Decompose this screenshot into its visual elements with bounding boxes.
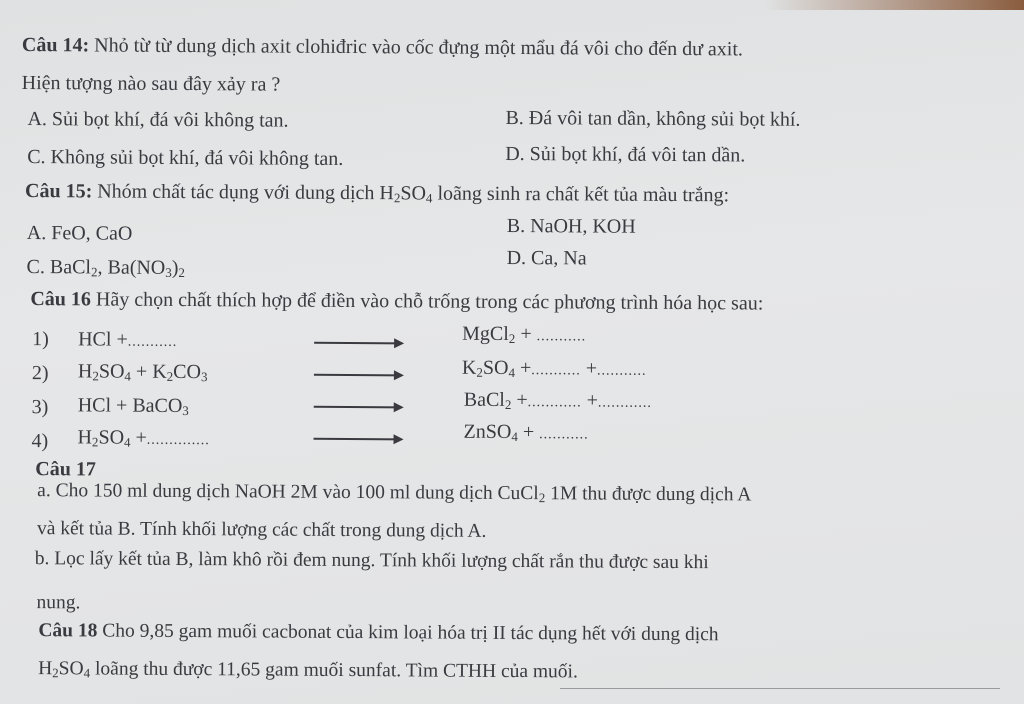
q16-stem bbox=[30, 288, 763, 315]
q17-part-a-line1 bbox=[37, 480, 751, 507]
q18-line2 bbox=[38, 658, 578, 684]
q16-r3-r2: + bbox=[511, 388, 528, 412]
q18-t2-b: SO bbox=[58, 658, 84, 680]
q18-t2-s1: 2 bbox=[52, 665, 59, 681]
q16-r1-blank2: ........... bbox=[536, 329, 587, 345]
q16-text: Hãy chọn chất thích hợp để điền vào chỗ trống trong các phương trình hóa học sau: bbox=[90, 288, 764, 315]
q14-option-a: A. Sủi bọt khí, đá vôi không tan. bbox=[27, 108, 289, 132]
q16-r2-ls1: 2 bbox=[92, 368, 99, 384]
q16-r3-blank: ............ bbox=[527, 395, 582, 411]
q16-row3-right bbox=[464, 389, 652, 414]
q15-text-after: loãng sinh ra chất kết tủa màu trắng: bbox=[432, 182, 730, 207]
q15-text-before: Nhóm chất tác dụng với dung dịch H bbox=[92, 180, 394, 205]
q14-option-d: D. Sủi bọt khí, đá vôi tan dần. bbox=[505, 142, 746, 167]
q16-r2-ls2: 4 bbox=[124, 368, 131, 384]
q15-option-a: A. FeO, CaO bbox=[26, 222, 133, 245]
q16-r2-blank2: ........... bbox=[596, 363, 647, 379]
q16-r4-r2: + bbox=[517, 421, 540, 444]
bottom-rule-line bbox=[560, 688, 1000, 689]
q16-r3-r1: BaCl bbox=[463, 388, 505, 411]
q17-label: Câu 17 bbox=[35, 458, 96, 481]
q16-row1-left bbox=[78, 328, 177, 352]
q17-a1-pre: a. Cho 150 ml dung dịch NaOH 2M vào 100 ml dung dịch CuCl bbox=[37, 480, 539, 505]
q16-row4-left bbox=[77, 426, 209, 451]
q16-r3-rs1: 2 bbox=[504, 396, 512, 412]
q16-row3-arrow bbox=[314, 406, 402, 409]
q15-c-end: ) bbox=[171, 256, 179, 279]
q17-a1-sub: 2 bbox=[538, 490, 546, 506]
q15-sub2: 4 bbox=[425, 190, 433, 206]
q16-r4-ls1: 2 bbox=[91, 434, 99, 450]
q16-r4-blank2: ........... bbox=[539, 427, 589, 443]
q16-r2-l1: H bbox=[77, 360, 93, 383]
q16-r2-l3: + K bbox=[130, 360, 167, 383]
q16-r1-right-post: + bbox=[515, 323, 537, 346]
desk-corner bbox=[764, 0, 1024, 10]
q14-label: Câu 14: bbox=[21, 34, 90, 57]
q14-option-c: C. Không sủi bọt khí, đá vôi không tan. bbox=[27, 146, 344, 170]
q14-stem-line1 bbox=[22, 34, 743, 61]
q16-r2-r1: K bbox=[461, 356, 477, 379]
q14-stem-line2: Hiện tượng nào sau đây xảy ra ? bbox=[21, 71, 281, 96]
q16-row1-right bbox=[462, 323, 586, 348]
q16-r2-ls3: 2 bbox=[166, 368, 174, 384]
q18-t2-c: loãng thu được 11,65 gam muối sunfat. Tìm CTHH của muối. bbox=[90, 658, 578, 683]
q18-text1: Cho 9,85 gam muối cacbonat của kim loại hóa trị II tác dụng hết với dung dịch bbox=[97, 620, 719, 646]
q15-c-sub1: 2 bbox=[90, 264, 98, 280]
q16-r2-blank: ........... bbox=[531, 363, 581, 379]
q15-text-mid: SO bbox=[400, 182, 427, 205]
q16-row2-number: 2) bbox=[31, 362, 49, 385]
q18-t2-s2: 4 bbox=[83, 665, 91, 681]
q15-c-pre: C. BaCl bbox=[26, 256, 92, 279]
q17-part-b-line2: nung. bbox=[36, 592, 81, 614]
q17-a1-post: 1M thu được dung dịch A bbox=[545, 483, 752, 506]
q16-label: Câu 16 bbox=[30, 288, 92, 311]
q15-label: Câu 15: bbox=[24, 180, 93, 203]
q15-option-b: B. NaOH, KOH bbox=[506, 214, 636, 238]
q17-part-b-line1: b. Lọc lấy kết tủa B, làm khô rồi đem nung. Tính khối lượng chất rắn thu được sau khi bbox=[34, 548, 709, 574]
q16-r3-blank2: ............ bbox=[597, 395, 652, 411]
q16-row2-left bbox=[78, 360, 208, 385]
q17-part-a-line2: và kết tủa B. Tính khối lượng các chất trong dung dịch A. bbox=[36, 518, 487, 542]
q16-r4-blank: .............. bbox=[146, 432, 210, 449]
q15-stem bbox=[25, 180, 729, 208]
q16-r4-rs1: 4 bbox=[511, 428, 518, 445]
q16-r2-r2: SO bbox=[482, 356, 509, 379]
q18-t2-a: H bbox=[38, 658, 53, 680]
q16-r2-ls4: 3 bbox=[200, 369, 208, 385]
q16-row1-number: 1) bbox=[32, 328, 49, 351]
q16-r3-r3: + bbox=[581, 389, 599, 412]
q16-r1-left-pre: HCl + bbox=[78, 328, 128, 351]
q16-r2-r4: + bbox=[580, 357, 598, 380]
q15-option-c bbox=[26, 256, 185, 281]
q16-row2-arrow bbox=[314, 374, 402, 377]
q16-row3-left bbox=[78, 394, 189, 419]
q16-r1-right-sub: 2 bbox=[508, 330, 516, 347]
q16-row3-number: 3) bbox=[31, 396, 49, 419]
q16-row4-arrow bbox=[314, 438, 402, 441]
q16-r3-ls: 3 bbox=[182, 402, 189, 419]
q16-r4-r1: ZnSO bbox=[463, 420, 512, 443]
q16-row1-arrow bbox=[314, 342, 402, 345]
q15-c-sub3: 2 bbox=[178, 264, 185, 280]
q16-r2-rs1: 2 bbox=[476, 364, 483, 380]
q18-line1 bbox=[38, 620, 718, 646]
q16-r1-blank: ........... bbox=[127, 334, 178, 350]
q16-r2-r3: + bbox=[514, 357, 532, 380]
q16-r3-left: HCl + BaCO bbox=[77, 394, 183, 417]
q15-sub1: 2 bbox=[393, 190, 401, 206]
q18-label: Câu 18 bbox=[38, 620, 98, 642]
q16-r4-ls2: 4 bbox=[123, 434, 131, 450]
q16-r2-l4: CO bbox=[173, 360, 202, 384]
worksheet bbox=[21, 34, 1002, 683]
q16-r1-right-pre: MgCl bbox=[462, 322, 509, 345]
q16-row4-right bbox=[463, 421, 588, 446]
q15-c-sub2: 3 bbox=[165, 264, 172, 280]
q16-r4-l3: + bbox=[130, 426, 147, 449]
q16-r4-l1: H bbox=[77, 426, 93, 449]
q14-option-b: B. Đá vôi tan dần, không sủi bọt khí. bbox=[505, 106, 801, 131]
q16-row2-right bbox=[462, 357, 647, 382]
q15-option-d: D. Ca, Na bbox=[506, 246, 587, 270]
q15-c-mid: , Ba(NO bbox=[97, 256, 166, 279]
q14-text1: Nhỏ từ từ dung dịch axit clohiđric vào cốc đựng một mẩu đá vôi cho đến dư axit. bbox=[89, 34, 744, 61]
q16-r2-rs2: 4 bbox=[508, 364, 516, 381]
q16-r4-l2: SO bbox=[98, 426, 125, 449]
q16-r2-l2: SO bbox=[98, 360, 125, 383]
q16-row4-number: 4) bbox=[31, 430, 49, 453]
